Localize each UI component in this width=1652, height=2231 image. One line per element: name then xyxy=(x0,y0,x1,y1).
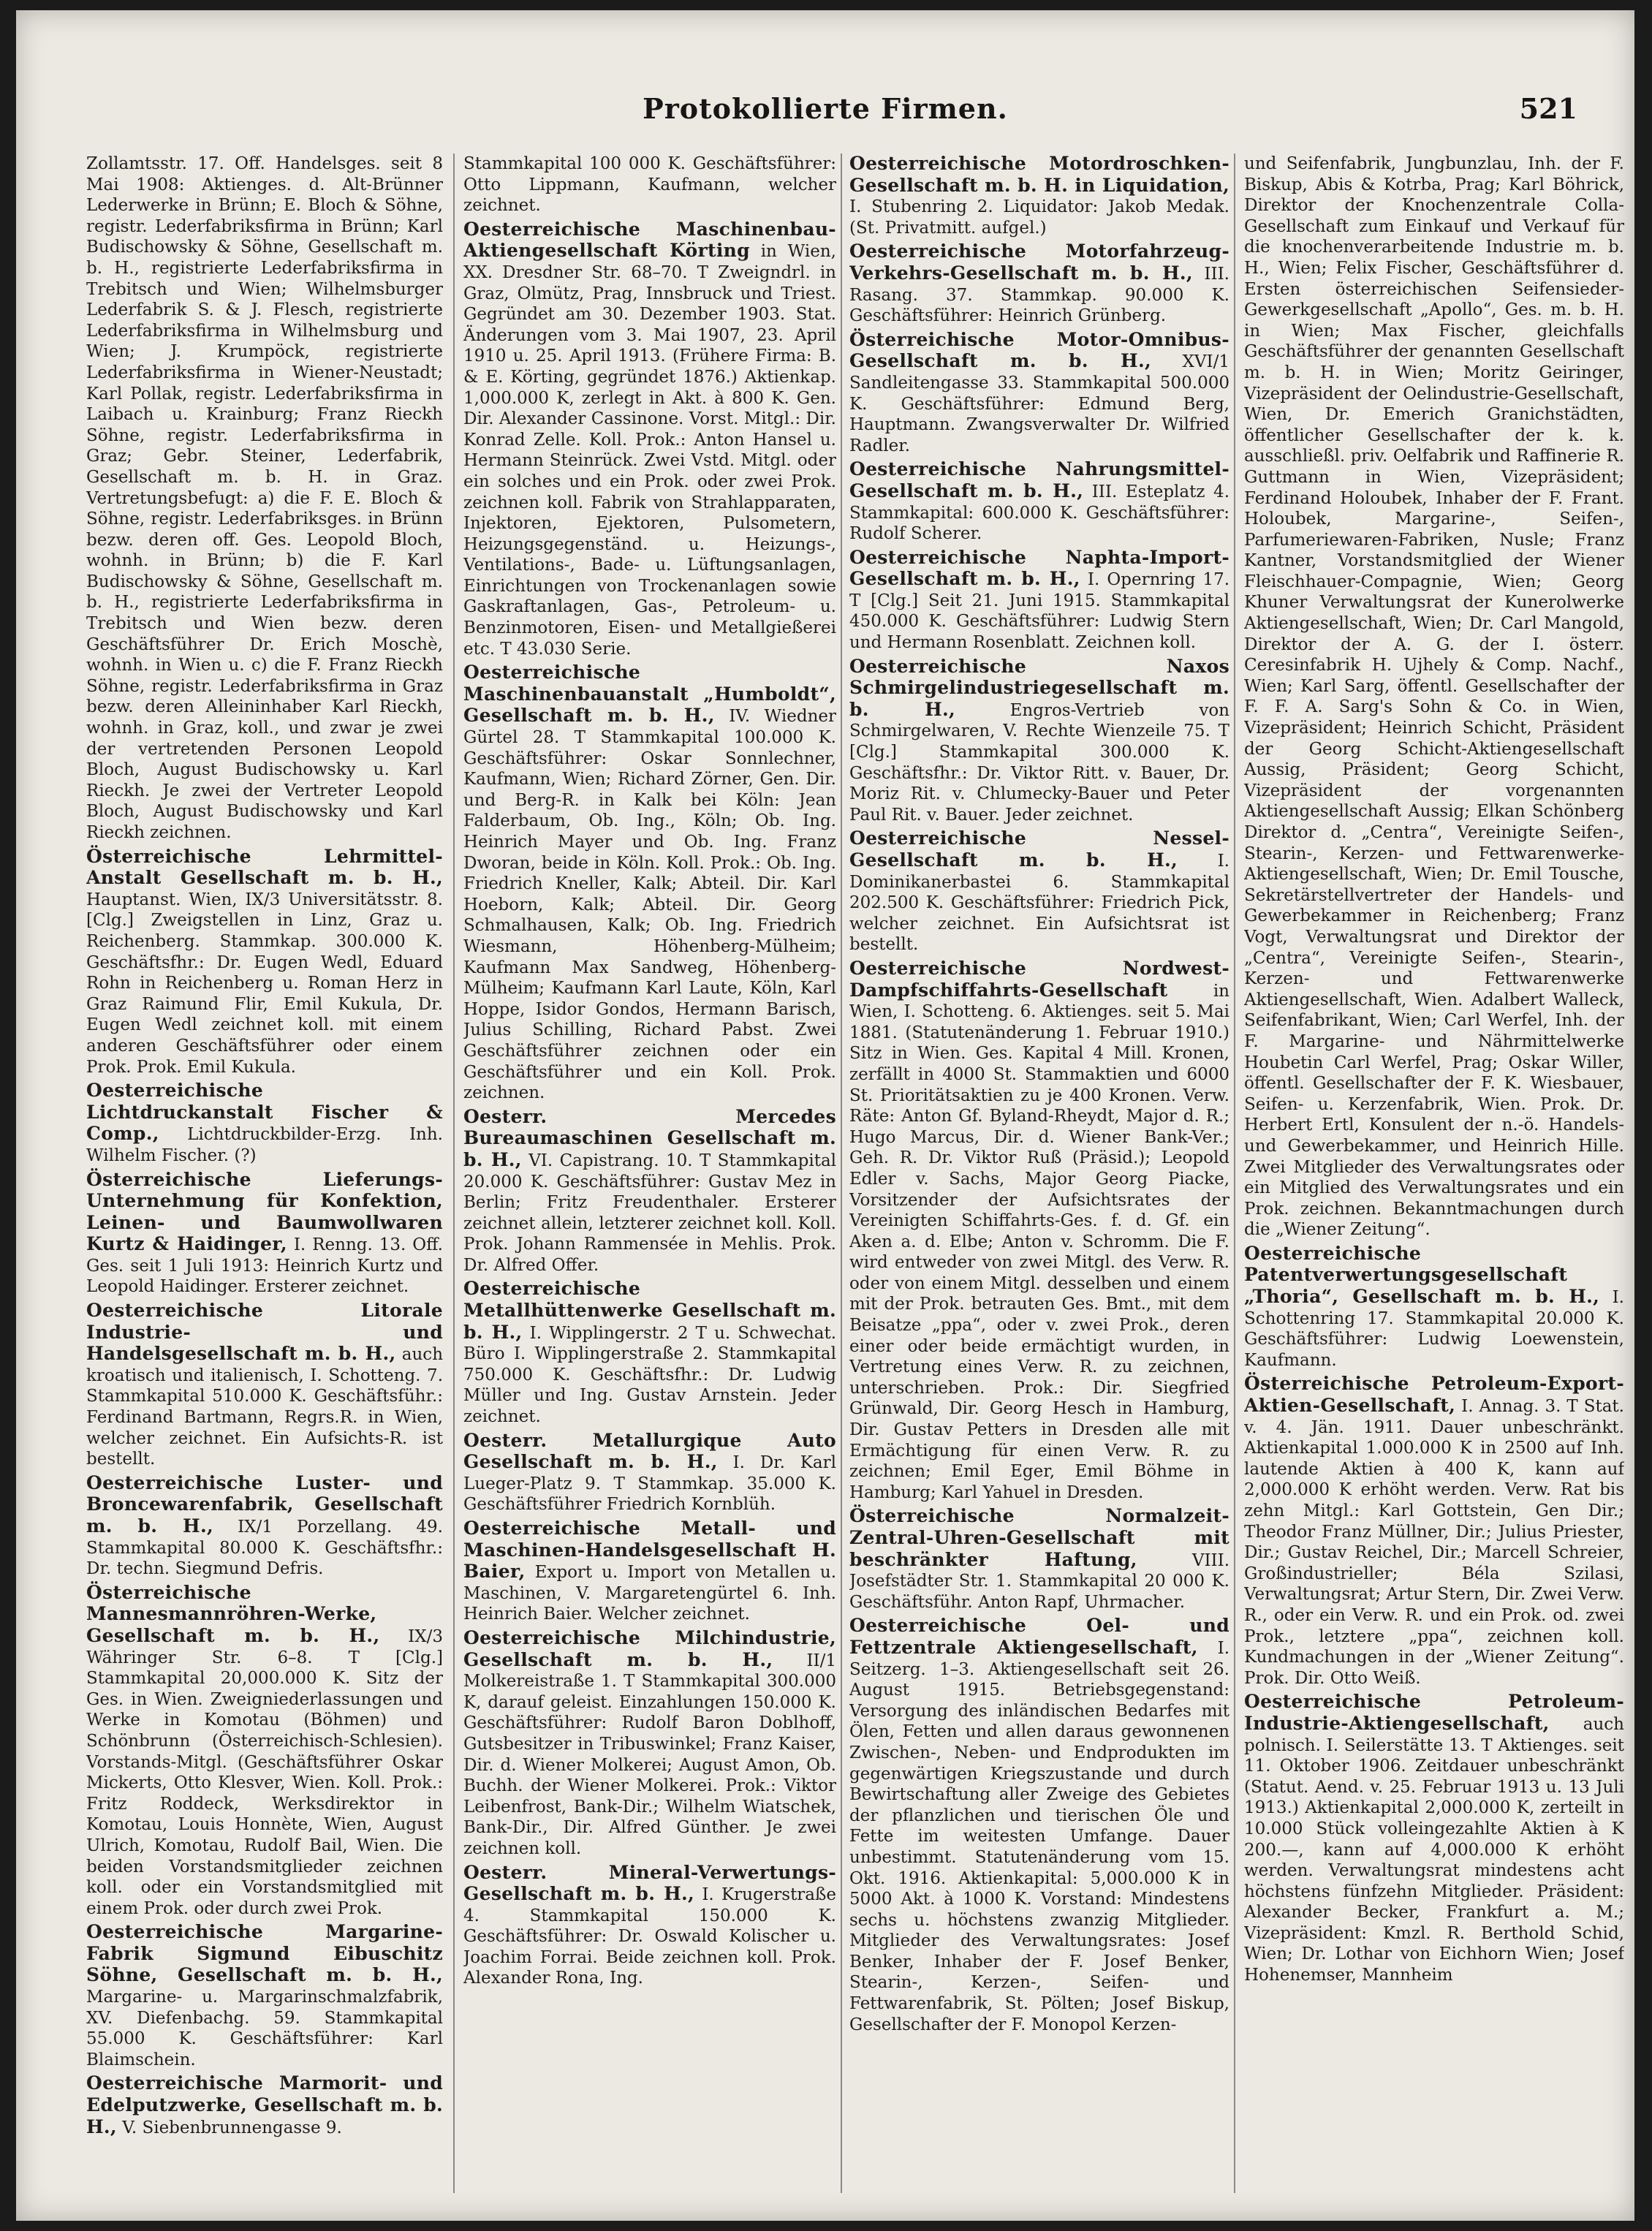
entry-text: IX/1 Porzellang. 49. Stammkapital 80.000 K. Geschäftsfhr.: Dr. techn. Siegmund Defris. xyxy=(86,1518,443,1579)
directory-entry xyxy=(463,1279,836,1427)
firm-name: Oesterreichische Metall- und Maschinen-Handelsgesellschaft H. Baier, xyxy=(463,1518,836,1583)
firm-name: Oesterreichische Maschinenbauanstalt „Humboldt“, Gesellschaft m. b. H., xyxy=(463,662,836,727)
entry-text: VIII. Josefstädter Str. 1. Stammkapital 20 000 K. Geschäftsführ. Anton Rapf, Uhrmacher. xyxy=(849,1550,1229,1612)
entry-text: V. Siebenbrunnengasse 9. xyxy=(122,2118,342,2137)
entry-text: auch polnisch. I. Seilerstätte 13. T Aktienges. seit 11. Oktober 1906. Zeitdauer unbeschränkt (Statut. Aend. v. 25. Februar 1913 u. 13 Juli 1913.) Aktienkapital 2,000.000 K, zerteilt in 10.000 Stück volleingezahlte Aktien à K 200.—, kann auf 4,000.000 K erhöht werden. Verwaltungsrat mindestens acht höchstens fünfzehn Mitglieder. Präsident: Alexander Becker, Frankfurt a. M.; Vizepräsident: Kmzl. R. Berthold Schid, Wien; Dr. Lothar von Eichhorn Wien; Josef Hohenemser, Mannheim xyxy=(1244,1714,1624,1985)
firm-name: Österreichische Lieferungs-Unternehmung für Konfektion, Leinen- und Baumwollwaren Kurtz & Haidinger, xyxy=(86,1168,443,1255)
firm-name: Oesterr. Mineral-Verwertungs-Gesellschaft m. b. H., xyxy=(463,1861,836,1905)
entry-text: Lichtdruckbilder-Erzg. Inh. Wilhelm Fischer. (?) xyxy=(86,1125,443,1165)
entry-text: I. Annag. 3. T Stat. v. 4. Jän. 1911. Dauer unbeschränkt. Aktienkapital 1.000.000 K in 2500 auf Inh. lautende Aktien à 400 K, kann auf 2,000.000 K erhöht werden. Verw. Rat bis zehn Mitgl.: Karl Gottstein, Gen Dir.; Theodor Franz Müllner, Dir.; Julius Priester, Dir.; Gustav Reichel, Dir.; Marcell Schreier, Großindustrieller; Béla Szilasi, Verwaltungsrat; Artur Stern, Dir. Zwei Verw. R., oder ein Verw. R. und ein Prok. od. zwei Prok., letztere „ppa“, zeichnen koll. Kundmachungen in der „Wiener Zeitung“. Prok. Dir. Otto Weiß. xyxy=(1244,1397,1624,1688)
entry-text: in Wien, I. Schotteng. 6. Aktienges. seit 5. Mai 1881. (Statutenänderung 1. Februar 1910.) Sitz in Wien. Ges. Kapital 4 Mill. Kronen, zerfällt in 4000 St. Stammaktien und 6000 St. Prioritätsaktien zu je 400 Kronen. Verw. Räte: Anton Gf. Byland-Rheydt, Major d. R.; Hugo Marcus, Dir. d. Wiener Bank-Ver.; Geh. R. Dr. Viktor Ruß (Präsid.); Leopold Edler v. Sachs, Major Georg Piacke, Vorsitzender der Aufsichtsrates der Vereinigten Schiffahrts-Ges. f. d. Gf. ein Aken a. d. Elbe; Anton v. Schromm. Die F. wird entweder von zwei Mitgl. des Verw. R. oder von einem Mitgl. desselben und einem mit der Prok. betrauten Ges. Bmt., mit dem Beisatze „ppa“, oder v. zwei Prok., deren einer oder beide ermächtigt wurden, in Vertretung eines Verw. R. zu zeichnen, unterschrieben. Prok.: Dir. Siegfried Grünwald, Dir. Georg Hesch in Hamburg, Dir. Gustav Petters in Dresden alle mit Ermächtigung für einen Verw. R. zu zeichnen; Emil Eger, Emil Böhme in Hamburg; Karl Yahuel in Dresden. xyxy=(849,981,1229,1502)
entry-text: VI. Capistrang. 10. T Stammkapital 20.000 K. Geschäftsführer: Gustav Mez in Berlin; Fritz Freudenthaler. Ersterer zeichnet allein, letzterer zeichnet koll. Koll. Prok. Johann Rammensée in Mehlis. Prok. Dr. Alfred Offer. xyxy=(463,1151,836,1275)
directory-entry xyxy=(86,1583,443,1920)
firm-name: Österreichische Mannesmannröhren-Werke, Gesellschaft m. b. H., xyxy=(86,1581,380,1646)
firm-name: Oesterreichische Nessel-Gesellschaft m. b. H., xyxy=(849,827,1229,871)
entry-text: IX/3 Währinger Str. 6–8. T [Clg.] Stammkapital 20,000.000 K. Sitz der Ges. in Wien. Zweigniederlassungen und Werke in Komotau (Böhmen) und Schönbrunn (Österreichisch-Schlesien). Vorstands-Mitgl. (Geschäftsführer Oskar Mickerts, Otto Klesver, Wien. Koll. Prok.: Fritz Roddeck, Werksdirektor in Komotau, Louis Honnète, Wien, August Ulrich, Komotau, Rudolf Bail, Wien. Die beiden Vorstandsmitglieder zeichnen koll. oder ein Vorstandsmitglied mit einem Prok. oder durch zwei Prok. xyxy=(86,1626,443,1918)
text-column-1 xyxy=(86,154,443,2193)
directory-entry xyxy=(849,241,1229,326)
directory-entry xyxy=(849,548,1229,654)
directory-entry xyxy=(463,219,836,659)
directory-entry xyxy=(849,459,1229,544)
directory-entry xyxy=(1244,154,1624,1241)
directory-entry xyxy=(86,154,443,844)
firm-name: Oesterreichische Patentverwertungsgesellschaft „Thoria“, Gesellschaft m. b. H., xyxy=(1244,1242,1600,1308)
firm-name: Oesterreichische Nordwest-Dampfschiffahrts-Gesellschaft xyxy=(849,957,1229,1001)
firm-name: Oesterreichische Oel- und Fettzentrale Aktiengesellschaft, xyxy=(849,1615,1229,1658)
entry-text: Margarine- u. Margarinschmalzfabrik, XV. Diefenbachg. 59. Stammkapital 55.000 K. Geschäftsführer: Karl Blaimschein. xyxy=(86,1988,443,2069)
firm-name: Oesterr. Mercedes Bureaumaschinen Gesellschaft m. b. H., xyxy=(463,1105,836,1170)
firm-name: Oesterreichische Nahrungsmittel-Gesellschaft m. b. H., xyxy=(849,458,1229,501)
text-column-3 xyxy=(849,154,1229,2193)
directory-entry xyxy=(1244,1692,1624,1985)
running-title: Protokollierte Firmen. xyxy=(643,92,1008,125)
directory-entry xyxy=(1244,1243,1624,1371)
entry-text: Zollamtsstr. 17. Off. Handelsges. seit 8 Mai 1908: Aktienges. d. Alt-Brünner Lederwerke in Brünn; E. Bloch & Söhne, registr. Lederfabriksfirma in Brünn; Karl Budischowsky & Söhne, Gesellschaft m. b. H., registrierte Lederfabriksfirma in Trebitsch und Wien; Wilhelmsburger Lederfabrik S. & J. Flesch, registrierte Lederfabriksfirma in Wilhelmsburg und Wien; J. Krumpöck, registrierte Lederfabriksfirma in Wiener-Neustadt; Karl Pollak, registr. Lederfabriksfirma in Laibach u. Krainburg; Franz Rieckh Söhne, registr. Lederfabriksfirma in Graz; Gebr. Steiner, Lederfabrik, Gesellschaft m. b. H. in Graz. Vertretungsbefugt: a) die F. E. Bloch & Söhne, registr. Lederfabriksges. in Brünn bezw. deren off. Ges. Leopold Bloch, wohnh. in Brünn; b) die F. Karl Budischowsky & Söhne, Gesellschaft m. b. H., registrierte Lederfabriksfirma in Trebitsch und Wien bezw. deren Geschäftsführer Dr. Erich Moschè, wohnh. in Wien u. c) die F. Franz Rieckh Söhne, registr. Lederfabriksfirma in Graz bezw. deren Alleininhaber Karl Rieckh, wohnh. in Graz, koll., und zwar je zwei der vertretenden Personen Leopold Bloch, August Budischowsky u. Karl Rieckh. Je zwei der Vertreter Leopold Bloch, August Budischowsky und Karl Rieckh zeichnen. xyxy=(86,154,443,842)
directory-entry xyxy=(849,330,1229,457)
firm-name: Oesterreichische Motordroschken-Gesellschaft m. b. H. in Liquidation, xyxy=(849,154,1229,196)
firm-name: Österreichische Petroleum-Export-Aktien-Gesellschaft, xyxy=(1244,1373,1624,1417)
entry-text: I. Seitzerg. 1–3. Aktiengesellschaft seit 26. August 1915. Betriebsgegenstand: Versorgung des inländischen Bedarfes mit Ölen, Fetten und allen daraus gewonnenen Zwischen-, Neben- und Endprodukten im gegenwärtigen Kriegszustande und durch Bewirtschaftung aller Zweige des Gebietes der pflanzlichen und tierischen Öle und Fette im weitesten Umfange. Dauer unbestimmt. Statutenänderung vom 15. Okt. 1916. Aktienkapital: 5,000.000 K in 5000 Akt. à 1000 K. Vorstand: Mindestens sechs u. höchstens zwanzig Mitglieder. Mitglieder des Verwaltungsrates: Josef Benker, Inhaber der F. Josef Benker, Stearin-, Kerzen-, Seifen- und Fettwarenfabrik, St. Pölten; Josef Biskup, Gesellschafter der F. Monopol Kerzen- xyxy=(849,1638,1229,2034)
entry-text: I. Stubenring 2. Liquidator: Jakob Medak. (St. Privatmitt. aufgel.) xyxy=(849,197,1229,238)
entry-text: II/1 Molkereistraße 1. T Stammkapital 300.000 K, darauf geleist. Einzahlungen 150.000 K. Geschäftsführer: Rudolf Baron Doblhoff, Gutsbesitzer in Tribuswinkel; Franz Kaiser, Dir. d. Wiener Molkerei; August Amon, Ob. Buchh. der Wiener Molkerei. Prok.: Viktor Leibenfrost, Bank-Dir.; Wilhelm Wiatschek, Bank-Dir., Dir. Alfred Günther. Je zwei zeichnen koll. xyxy=(463,1651,836,1858)
entry-text: III. Esteplatz 4. Stammkapital: 600.000 K. Geschäftsführer: Rudolf Scherer. xyxy=(849,482,1229,544)
column-rule xyxy=(1234,154,1235,2193)
directory-entry xyxy=(849,828,1229,955)
page-header xyxy=(16,92,1634,151)
directory-entry xyxy=(849,154,1229,238)
firm-name: Oesterreichische Maschinenbau-Aktiengesellschaft Körting xyxy=(463,218,836,262)
entry-text: I. Renng. 13. Off. Ges. seit 1 Juli 1913: Heinrich Kurtz und Leopold Haidinger. Ersterer zeichnet. xyxy=(86,1235,443,1297)
entry-text: I. Opernring 17. T [Clg.] Seit 21. Juni 1915. Stammkapital 450.000 K. Geschäftsführer: Ludwig Stern und Hermann Rosenblatt. Zeichnen koll. xyxy=(849,570,1229,653)
directory-entry xyxy=(463,1863,836,1990)
directory-entry xyxy=(86,1170,443,1298)
firm-name: Oesterr. Metallurgique Auto Gesellschaft m. b. H., xyxy=(463,1429,836,1473)
entry-text: XVI/1 Sandleitengasse 33. Stammkapital 500.000 K. Geschäftsführer: Edmund Berg, Hauptmann. Zwangsverwalter Dr. Wilfried Radler. xyxy=(849,352,1229,455)
entry-text: I. Dominikanerbastei 6. Stammkapital 202.500 K. Geschäftsführer: Friedrich Pick, welcher zeichnet. Ein Aufsichtsrat ist bestellt. xyxy=(849,852,1229,955)
document-page xyxy=(16,10,1634,2221)
firm-name: Oesterreichische Luster- und Broncewarenfabrik, Gesellschaft m. b. H., xyxy=(86,1471,443,1537)
directory-entry xyxy=(463,1518,836,1625)
column-rule xyxy=(453,154,455,2193)
entry-text: Stammkapital 100 000 K. Geschäftsführer: Otto Lippmann, Kaufmann, welcher zeichnet. xyxy=(463,154,836,216)
directory-entry xyxy=(463,1628,836,1860)
entry-text: I. Dr. Karl Lueger-Platz 9. T Stammkap. 35.000 K. Geschäftsführer Friedrich Kornblüh. xyxy=(463,1453,836,1515)
directory-entry xyxy=(86,1080,443,1166)
entry-text: Hauptanst. Wien, IX/3 Universitätsstr. 8. [Clg.] Zweigstellen in Linz, Graz u. Reichenberg. Stammkap. 300.000 K. Geschäftsfhr.: Dr. Eugen Wedl, Eduard Rohn in Reichenberg u. Roman Herz in Graz Raimund Flir, Emil Kukula, Dr. Eugen Wedl zeichnet koll. mit einem anderen Geschäftsführer oder einem Prok. Prok. Emil Kukula. xyxy=(86,890,443,1077)
directory-entry xyxy=(463,662,836,1103)
text-column-2 xyxy=(463,154,836,2193)
directory-entry xyxy=(86,1300,443,1470)
firm-name: Oesterreichische Litorale Industrie- und Handelsgesellschaft m. b. H., xyxy=(86,1300,443,1365)
directory-entry xyxy=(86,2073,443,2138)
entry-text: in Wien, XX. Dresdner Str. 68–70. T Zweigndrl. in Graz, Olmütz, Prag, Innsbruck und Triest. Gegründet am 30. Dezember 1903. Stat. Änderungen vom 3. Mai 1907, 23. April 1910 u. 25. April 1913. (Frühere Firma: B. & E. Körting, gegründet 1876.) Aktienkap. 1,000.000 K, zerlegt in Akt. à 800 K. Gen. Dir. Alexander Cassinone. Vorst. Mitgl.: Dir. Konrad Zelle. Koll. Prok.: Anton Hansel u. Hermann Steinrück. Zwei Vstd. Mitgl. oder ein solches und ein Prok. oder zwei Prok. zeichnen koll. Fabrik von Strahlapparaten, Injektoren, Ejektoren, Pulsometern, Heizungsgegenständ. u. Heizungs-, Ventilations-, Bade- u. Lüftungsanlagen, Einrichtungen von Trockenanlagen sowie Gaskraftanlagen, Gas-, Petroleum- u. Benzinmotoren, Eisen- und Metallgießerei etc. T 43.030 Serie. xyxy=(463,242,836,659)
directory-entry xyxy=(849,958,1229,1503)
firm-name: Oesterreichische Metallhüttenwerke Gesellschaft m. b. H., xyxy=(463,1278,836,1343)
firm-name: Oesterreichische Motorfahrzeug-Verkehrs-Gesellschaft m. b. H., xyxy=(849,240,1229,284)
firm-name: Oesterreichische Lichtdruckanstalt Fischer & Comp., xyxy=(86,1080,443,1145)
firm-name: Oesterreichische Marmorit- und Edelputzwerke, Gesellschaft m. b. H., xyxy=(86,2072,443,2137)
directory-entry xyxy=(1244,1374,1624,1689)
firm-name: Oesterreichische Milchindustrie, Gesellschaft m. b. H., xyxy=(463,1626,836,1670)
directory-entry xyxy=(463,1107,836,1276)
entry-text: Engros-Vertrieb von Schmirgelwaren, V. Rechte Wienzeile 75. T [Clg.] Stammkapital 300.000 K. Geschäftsfhr.: Dr. Viktor Ritt. v. Bauer, Dr. Moriz Rit. v. Chlumecky-Bauer und Peter Paul Rit. v. Bauer. Jeder zeichnet. xyxy=(849,700,1229,825)
directory-entry xyxy=(463,154,836,216)
firm-name: Oesterreichische Naphta-Import-Gesellschaft m. b. H., xyxy=(849,546,1229,590)
firm-name: Oesterreichische Naxos Schmirgelindustriegesellschaft m. b. H., xyxy=(849,655,1229,720)
directory-entry xyxy=(463,1431,836,1515)
directory-entry xyxy=(849,1616,1229,2035)
directory-entry xyxy=(86,1922,443,2070)
entry-text: III. Rasang. 37. Stammkap. 90.000 K. Geschäftsführer: Heinrich Grünberg. xyxy=(849,264,1229,326)
firm-name: Österreichische Motor-Omnibus-Gesellschaft m. b. H., xyxy=(849,328,1229,372)
directory-entry xyxy=(849,656,1229,826)
directory-entry xyxy=(849,1506,1229,1613)
firm-name: Österreichische Lehrmittel-Anstalt Gesellschaft m. b. H., xyxy=(86,845,443,889)
firm-name: Österreichische Normalzeit-Zentral-Uhren-Gesellschaft mit beschränkter Haftung, xyxy=(849,1505,1229,1570)
entry-text: und Seifenfabrik, Jungbunzlau, Inh. der F. Biskup, Abis & Kotrba, Prag; Karl Böhrick, Direktor der Knochenzentrale Colla-Gesellschaft zum Einkauf und Verkauf für die knochenverarbeitende Industrie m. b. H., Wien; Felix Fischer, Geschäftsführer d. Ersten österreichischen Seifensieder-Gewerkgesellschaft „Apollo“, Ges. m. b. H. in Wien; Max Fischer, gleichfalls Geschäftsführer der genannten Gesellschaft m. b. H. in Wien; Moritz Geiringer, Vizepräsident der Oelindustrie-Gesellschaft, Wien, Dr. Emerich Granichstädten, öffentlicher Gesellschafter der k. k. ausschließl. priv. Oelfabrik und Raffinerie R. Guttmann in Wien, Vizepräsident; Ferdinand Holoubek, Inhaber der F. Frant. Holoubek, Margarine-, Seifen-, Parfumeriewaren-Fabriken, Nusle; Franz Kantner, Vorstandsmitglied der Wiener Fleischhauer-Compagnie, Wien; Georg Khuner Verwaltungsrat der Kunerolwerke Aktiengesellschaft, Wien; Dr. Carl Mangold, Direktor der A. G. der I. österr. Ceresinfabrik H. Ujhely & Comp. Nachf., Wien; Karl Sarg, öffentl. Gesellschafter der F. F. A. Sarg's Sohn & Co. in Wien, Vizepräsident; Heinrich Schicht, Präsident der Georg Schicht-Aktiengesellschaft Aussig, Präsident; Georg Schicht, Vizepräsident der vorgenannten Aktiengesellschaft Aussig; Elkan Schönberg Direktor d. „Centra“, Vereinigte Seifen-, Stearin-, Kerzen- und Fettwarenwerke-Aktiengesellschaft, Wien; Dr. Emil Tousche, Sekretärstellvertreter der Handels- und Gewerbekammer in Reichenberg; Franz Vogt, Verwaltungsrat und Direktor der „Centra“, Vereinigte Seifen-, Stearin-, Kerzen- und Fettwarenwerke Aktiengesellschaft, Wien. Adalbert Walleck, Seifenfabrikant, Wien; Carl Werfel, Inh. der F. Margarine- und Nährmittelwerke Houbetin Carl Werfel, Prag; Oskar Willer, öffentl. Gesellschafter der F. K. Wiesbauer, Seifen- u. Kerzenfabrik, Wien. Prok. Dr. Herbert Ertl, Konsulent der n.-ö. Handels- und Gewerbekammer, und Heinrich Hille. Zwei Mitglieder des Verwaltungsrates oder ein Mitglied des Verwaltungsrates und ein Prok. zeichnen. Bekanntmachungen durch die „Wiener Zeitung“. xyxy=(1244,154,1624,1240)
column-rule xyxy=(841,154,842,2193)
entry-text: I. Wipplingerstr. 2 T u. Schwechat. Büro I. Wipplingerstraße 2. Stammkapital 750.000 K. Geschäftsfhr.: Dr. Ludwig Müller und Ing. Gustav Arnstein. Jeder zeichnet. xyxy=(463,1323,836,1427)
firm-name: Oesterreichische Petroleum-Industrie-Aktiengesellschaft, xyxy=(1244,1691,1624,1734)
page-number: 521 xyxy=(1519,92,1577,125)
entry-text: Export u. Import von Metallen u. Maschinen, V. Margaretengürtel 6. Inh. Heinrich Baier. Welcher zeichnet. xyxy=(463,1563,836,1624)
entry-text: I. Krugerstraße 4. Stammkapital 150.000 K. Geschäftsführer: Dr. Oswald Kolischer u. Joachim Forrai. Beide zeichnen koll. Prok. Alexander Rona, Ing. xyxy=(463,1885,836,1988)
entry-text: IV. Wiedner Gürtel 28. T Stammkapital 100.000 K. Geschäftsführer: Oskar Sonnlechner, Kaufmann, Wien; Richard Zörner, Gen. Dir. und Berg-R. in Kalk bei Köln: Jean Falderbaum, Ob. Ing., Köln; Ob. Ing. Heinrich Mayer und Ob. Ing. Franz Dworan, beide in Köln. Koll. Prok.: Ob. Ing. Friedrich Kneller, Kalk; Abteil. Dir. Karl Hoeborn, Kalk; Abteil. Dir. Georg Schmalhausen, Kalk; Ob. Ing. Friedrich Wiesmann, Höhenberg-Mülheim; Kaufmann Max Sandweg, Höhenberg-Mülheim; Kaufmann Karl Laute, Köln, Karl Hoppe, Isidor Gondos, Hermann Barisch, Julius Schilling, Richard Pabst. Zwei Geschäftsführer zeichnen oder ein Geschäftsführer und ein Koll. Prok. zeichnen. xyxy=(463,707,836,1103)
firm-name: Oesterreichische Margarine-Fabrik Sigmund Eibuschitz Söhne, Gesellschaft m. b. H., xyxy=(86,1921,443,1986)
text-column-4 xyxy=(1244,154,1624,2193)
directory-entry xyxy=(86,1473,443,1580)
entry-text: auch kroatisch und italienisch, I. Schotteng. 7. Stammkapital 510.000 K. Geschäftsführ.: Ferdinand Bartmann, Regrs.R. in Wien, welcher zeichnet. Ein Aufsichts-R. ist bestellt. xyxy=(86,1345,443,1469)
directory-entry xyxy=(86,846,443,1078)
entry-text: I. Schottenring 17. Stammkapital 20.000 K. Geschäftsführer: Ludwig Loewenstein, Kaufmann. xyxy=(1244,1288,1624,1370)
